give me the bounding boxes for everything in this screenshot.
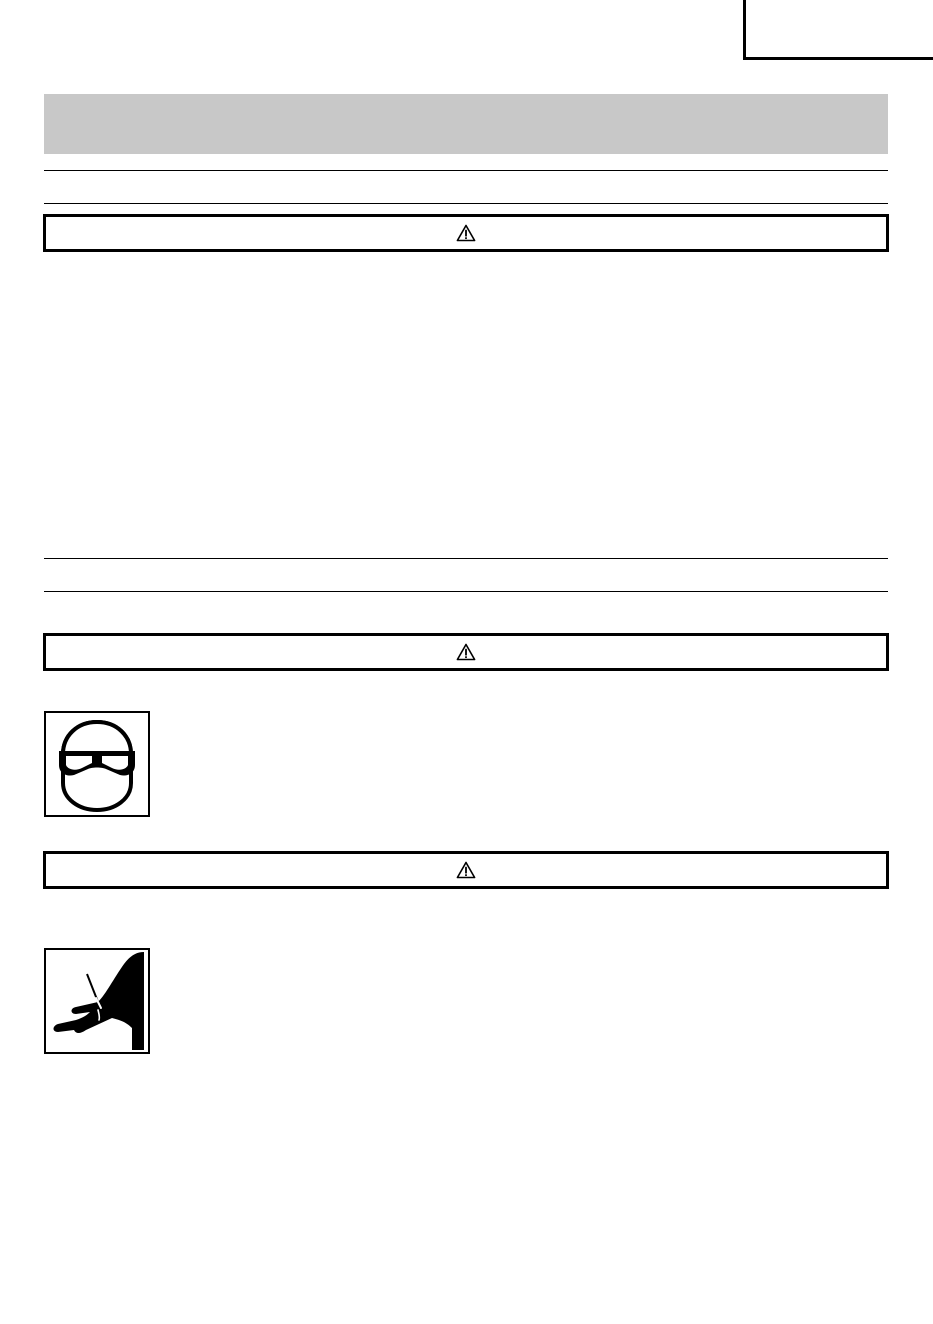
section-rule-mid-2 bbox=[44, 591, 888, 592]
warning-triangle-icon bbox=[456, 861, 476, 879]
section-rule-mid-1 bbox=[44, 558, 888, 559]
language-tab bbox=[743, 0, 933, 60]
safety-goggles-icon bbox=[46, 713, 148, 815]
section-rule-top-1 bbox=[44, 170, 888, 171]
hand-injection-icon bbox=[46, 950, 148, 1052]
section-rule-top-2 bbox=[44, 203, 888, 204]
warning-header-1 bbox=[43, 214, 889, 252]
warning-triangle-icon bbox=[456, 224, 476, 242]
eye-protection-pictogram bbox=[44, 711, 150, 817]
warning-header-2 bbox=[43, 633, 889, 671]
warning-triangle-icon bbox=[456, 643, 476, 661]
injection-hazard-pictogram bbox=[44, 948, 150, 1054]
title-band bbox=[44, 94, 888, 154]
warning-header-3 bbox=[43, 851, 889, 889]
